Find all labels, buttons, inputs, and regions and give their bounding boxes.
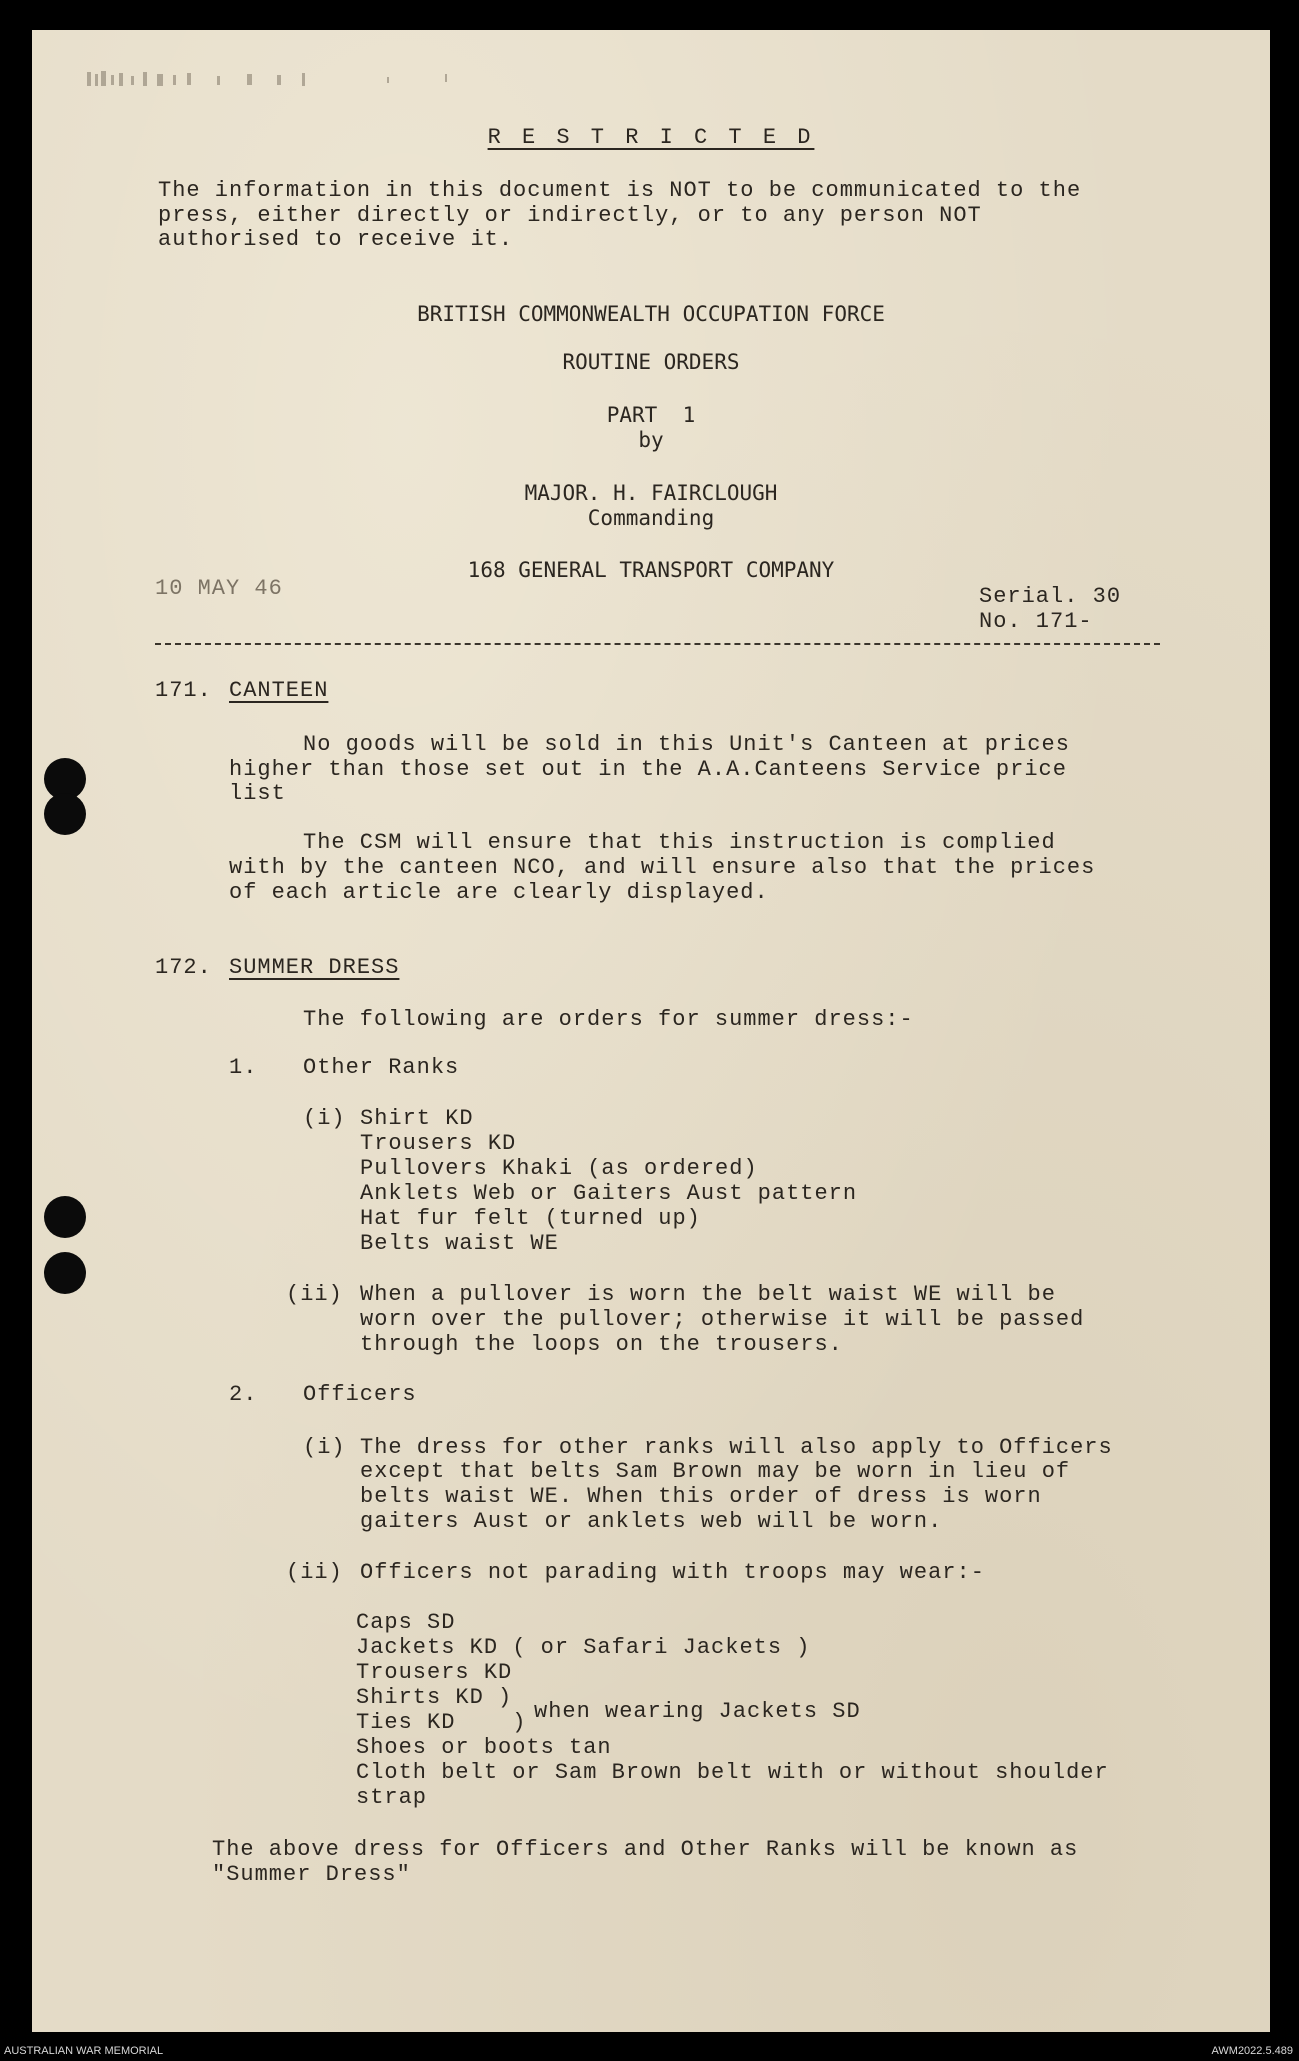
other-ranks-ii-label: (ii): [286, 1282, 343, 1307]
faded-header-marks: [87, 68, 447, 90]
other-ranks-ii-line3: through the loops on the trousers.: [360, 1332, 843, 1357]
unit-heading: 168 GENERAL TRANSPORT COMPANY: [467, 558, 835, 582]
punch-hole: [44, 1196, 86, 1238]
officers-i-line4: gaiters Aust or anklets web will be worn.: [360, 1509, 943, 1534]
officers-item: Shirts KD ): [356, 1685, 513, 1710]
footer-credit: AUSTRALIAN WAR MEMORIAL: [4, 2045, 164, 2057]
other-ranks-i-label: (i): [303, 1106, 346, 1131]
other-ranks-item: Pullovers Khaki (as ordered): [360, 1156, 758, 1181]
bracket-note: when wearing Jackets SD: [534, 1699, 861, 1724]
officers-item: Caps SD: [356, 1610, 456, 1635]
commanding-line: Commanding: [587, 506, 715, 530]
officers-item: strap: [356, 1785, 428, 1810]
summer-dress-intro: The following are orders for summer dress:-: [303, 1007, 914, 1032]
punch-hole: [44, 1252, 86, 1294]
canteen-para1-line2: higher than those set out in the A.A.Canteens Service price: [229, 757, 1067, 782]
section-171-title: CANTEEN: [229, 678, 329, 703]
other-ranks-item: Belts waist WE: [360, 1231, 559, 1256]
restricted-heading: R E S T R I C T E D: [487, 125, 815, 150]
officers-item: Shoes or boots tan: [356, 1735, 612, 1760]
date-stamp: 10 MAY 46: [155, 576, 283, 601]
canteen-para1-line3: list: [229, 781, 286, 806]
footer-accession-number: AWM2022.5.489: [1211, 2045, 1293, 2057]
section-171-number: 171.: [155, 678, 212, 703]
other-ranks-ii-line2: worn over the pullover; otherwise it will be passed: [360, 1307, 1085, 1332]
officers-ii-label: (ii): [286, 1560, 343, 1585]
other-ranks-item: Anklets Web or Gaiters Aust pattern: [360, 1181, 858, 1206]
other-ranks-item: Trousers KD: [360, 1131, 517, 1156]
closing-line2: "Summer Dress": [212, 1862, 411, 1887]
officers-title: Officers: [303, 1382, 417, 1407]
order-number: No. 171-: [979, 609, 1093, 634]
serial-number: Serial. 30: [979, 584, 1122, 609]
officers-item: Ties KD ): [356, 1710, 527, 1735]
canteen-para2-line3: of each article are clearly displayed.: [229, 880, 769, 905]
other-ranks-title: Other Ranks: [303, 1055, 460, 1080]
dashed-divider: [155, 643, 1160, 645]
officers-item: Cloth belt or Sam Brown belt with or without shoulder: [356, 1760, 1109, 1785]
officers-i-label: (i): [303, 1435, 346, 1460]
by-line: by: [638, 428, 664, 452]
officers-i-line1: The dress for other ranks will also apply to Officers: [360, 1435, 1113, 1460]
officers-i-line2: except that belts Sam Brown may be worn in lieu of: [360, 1459, 1071, 1484]
canteen-para2-line1: The CSM will ensure that this instruction is complied: [303, 830, 1056, 855]
org-heading: BRITISH COMMONWEALTH OCCUPATION FORCE: [417, 302, 885, 326]
officers-item: Jackets KD ( or Safari Jackets ): [356, 1635, 811, 1660]
other-ranks-number: 1.: [229, 1055, 258, 1080]
notice-line-1: The information in this document is NOT to be communicated to the: [158, 178, 1082, 203]
notice-line-3: authorised to receive it.: [158, 227, 514, 252]
officer-name: MAJOR. H. FAIRCLOUGH: [524, 481, 778, 505]
officers-item: Trousers KD: [356, 1660, 513, 1685]
canteen-para2-line2: with by the canteen NCO, and will ensure also that the prices: [229, 855, 1096, 880]
officers-number: 2.: [229, 1382, 258, 1407]
part-heading: PART 1: [606, 403, 696, 427]
other-ranks-item: Hat fur felt (turned up): [360, 1206, 701, 1231]
document-page: [32, 30, 1270, 2032]
officers-i-line3: belts waist WE. When this order of dress is worn: [360, 1484, 1042, 1509]
routine-orders-heading: ROUTINE ORDERS: [562, 350, 740, 374]
canteen-para1-line1: No goods will be sold in this Unit's Canteen at prices: [303, 732, 1070, 757]
other-ranks-item: Shirt KD: [360, 1106, 474, 1131]
punch-hole: [44, 793, 86, 835]
other-ranks-ii-line1: When a pullover is worn the belt waist WE will be: [360, 1282, 1056, 1307]
section-172-title: SUMMER DRESS: [229, 955, 400, 980]
section-172-number: 172.: [155, 955, 212, 980]
officers-ii-text: Officers not parading with troops may wear:-: [360, 1560, 985, 1585]
closing-line1: The above dress for Officers and Other Ranks will be known as: [212, 1837, 1079, 1862]
notice-line-2: press, either directly or indirectly, or to any person NOT: [158, 203, 982, 228]
